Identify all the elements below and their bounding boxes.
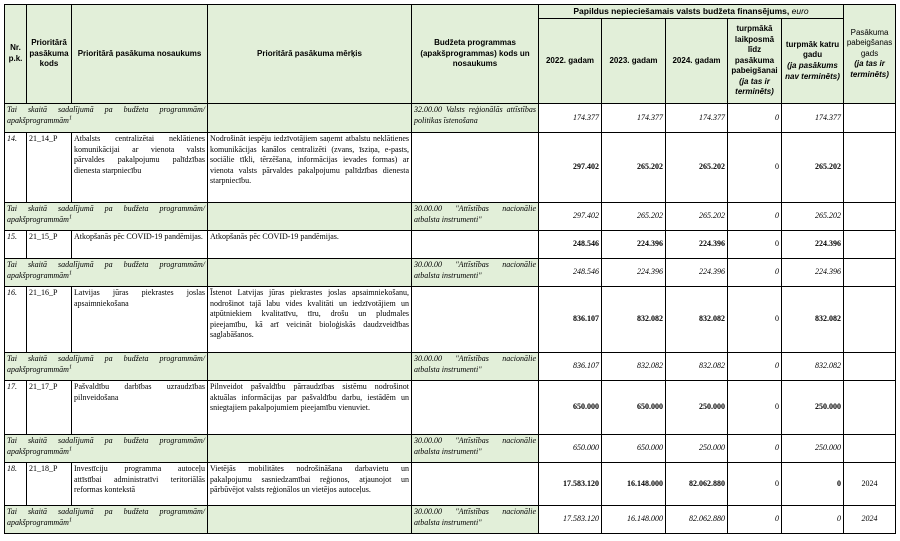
measure-goal: Pilnveidot pašvaldību pārraudzības sistēmu nodrošinot aktuālas informācijas par pašvaldību darbu, iestādēm un sniegtajiem pakalpojumiem pieejamību vienuviet. <box>208 381 412 435</box>
header-end-year-main: Pasākuma pabeigšanas gads <box>846 27 893 58</box>
value-end-year: 2024 <box>844 506 896 534</box>
subtotal-row <box>5 506 896 534</box>
value-until-end: 0 <box>728 287 782 353</box>
measure-nr: 15. <box>5 231 27 259</box>
subtotal-label <box>5 353 208 381</box>
measure-name: Pašvaldību darbības uzraudzības pilnveidošana <box>72 381 208 435</box>
header-2022: 2022. gadam <box>539 19 602 104</box>
program-code-name: 30.00.00 "Attīstības nacionālie atbalsta instrumenti" <box>412 435 539 463</box>
value-2024: 265.202 <box>666 203 728 231</box>
priority-measures-table <box>4 4 896 534</box>
value-yearly: 265.202 <box>782 203 844 231</box>
value-until-end: 0 <box>728 259 782 287</box>
subtotal-label <box>5 259 208 287</box>
value-end-year <box>844 353 896 381</box>
subtotal-goal-empty <box>208 506 412 534</box>
header-until-end-note: (ja tas ir terminēts) <box>735 76 774 97</box>
header-2024: 2024. gadam <box>666 19 728 104</box>
measure-row <box>5 381 896 435</box>
footnote-marker: 1 <box>68 516 72 523</box>
value-2022: 174.377 <box>539 104 602 133</box>
measure-row <box>5 133 896 203</box>
value-end-year <box>844 287 896 353</box>
value-yearly: 224.396 <box>782 259 844 287</box>
measure-code: 21_17_P <box>27 381 72 435</box>
header-goal: Prioritārā pasākuma mērķis <box>208 5 412 104</box>
value-2024: 224.396 <box>666 231 728 259</box>
measure-row <box>5 231 896 259</box>
subtotal-label-text: Tai skaitā sadalījumā pa budžeta programmām/ apakšprogrammām <box>7 507 205 527</box>
measure-row <box>5 463 896 506</box>
value-2023: 832.082 <box>602 287 666 353</box>
value-yearly: 250.000 <box>782 381 844 435</box>
footnote-marker: 1 <box>68 445 72 452</box>
value-2022: 17.583.120 <box>539 506 602 534</box>
measure-nr: 14. <box>5 133 27 203</box>
table-body <box>5 104 896 534</box>
program-code-name: 30.00.00 "Attīstības nacionālie atbalsta instrumenti" <box>412 203 539 231</box>
measure-name: Atbalsts centralizētai neklātienes komunikācijai ar vienota valsts pārvaldes pakalpojumu palīdzības dienesta starpniecību <box>72 133 208 203</box>
program-code-name: 30.00.00 "Attīstības nacionālie atbalsta instrumenti" <box>412 506 539 534</box>
value-until-end: 0 <box>728 506 782 534</box>
subtotal-label <box>5 435 208 463</box>
subtotal-goal-empty <box>208 203 412 231</box>
value-2024: 82.062.880 <box>666 506 728 534</box>
measure-program-empty <box>412 381 539 435</box>
value-2022: 650.000 <box>539 381 602 435</box>
value-until-end: 0 <box>728 231 782 259</box>
value-2024: 265.202 <box>666 133 728 203</box>
subtotal-label <box>5 203 208 231</box>
footnote-marker: 1 <box>68 114 72 121</box>
program-code-name: 32.00.00 Valsts reģionālās attīstības politikas īstenošana <box>412 104 539 133</box>
subtotal-label-text: Tai skaitā sadalījumā pa budžeta programmām/ apakšprogrammām <box>7 204 205 224</box>
value-2022: 297.402 <box>539 203 602 231</box>
value-2022: 248.546 <box>539 231 602 259</box>
header-end-year <box>844 5 896 104</box>
measure-goal: Vietējās mobilitātes nodrošināšana darbavietu un pakalpojumu sasniedzamībai reģionos, atjaunojot un pārbūvējot valsts reģionālos un vietējos autoceļus. <box>208 463 412 506</box>
footnote-marker: 1 <box>68 213 72 220</box>
value-until-end: 0 <box>728 435 782 463</box>
subtotal-row <box>5 435 896 463</box>
value-2023: 650.000 <box>602 435 666 463</box>
value-2023: 265.202 <box>602 133 666 203</box>
value-end-year <box>844 259 896 287</box>
value-2022: 836.107 <box>539 353 602 381</box>
value-2024: 832.082 <box>666 353 728 381</box>
value-2023: 832.082 <box>602 353 666 381</box>
subtotal-goal-empty <box>208 259 412 287</box>
header-yearly <box>782 19 844 104</box>
value-until-end: 0 <box>728 203 782 231</box>
value-2024: 224.396 <box>666 259 728 287</box>
measure-code: 21_16_P <box>27 287 72 353</box>
program-code-name: 30.00.00 "Attīstības nacionālie atbalsta instrumenti" <box>412 353 539 381</box>
subtotal-label-text: Tai skaitā sadalījumā pa budžeta programmām/ apakšprogrammām <box>7 260 205 280</box>
measure-name: Investīciju programma autoceļu attīstībai administratīvi teritoriālās reformas kontekstā <box>72 463 208 506</box>
header-funding <box>539 5 844 19</box>
measure-goal: Nodrošināt iespēju iedzīvotājiem saņemt atbalstu neklātienes komunikācijas kanālos centralizēti (zvans, īsziņa, e-pasts, sociālie tīkli, tērzēšana, informācijas ievades formas) ar vienota valsts pārvaldes pakalpojumu palīdzības dienesta starpniecību. <box>208 133 412 203</box>
measure-code: 21_15_P <box>27 231 72 259</box>
subtotal-row <box>5 203 896 231</box>
value-2023: 16.148.000 <box>602 463 666 506</box>
subtotal-goal-empty <box>208 104 412 133</box>
subtotal-label-text: Tai skaitā sadalījumā pa budžeta programmām/ apakšprogrammām <box>7 105 205 125</box>
value-2023: 224.396 <box>602 231 666 259</box>
value-until-end: 0 <box>728 463 782 506</box>
subtotal-goal-empty <box>208 353 412 381</box>
header-code: Prioritārā pasākuma kods <box>27 5 72 104</box>
subtotal-label-text: Tai skaitā sadalījumā pa budžeta programmām/ apakšprogrammām <box>7 436 205 456</box>
value-end-year <box>844 104 896 133</box>
measure-code: 21_18_P <box>27 463 72 506</box>
measure-row <box>5 287 896 353</box>
header-funding-title: Papildus nepieciešamais valsts budžeta finansējums, <box>573 6 790 17</box>
measure-nr: 18. <box>5 463 27 506</box>
measure-goal: Atkopšanās pēc COVID-19 pandēmijas. <box>208 231 412 259</box>
subtotal-label <box>5 104 208 133</box>
subtotal-row <box>5 259 896 287</box>
header-program: Budžeta programmas (apakšprogrammas) kods un nosaukums <box>412 5 539 104</box>
value-2024: 250.000 <box>666 435 728 463</box>
value-2022: 17.583.120 <box>539 463 602 506</box>
value-until-end: 0 <box>728 104 782 133</box>
value-yearly: 250.000 <box>782 435 844 463</box>
header-until-end <box>728 19 782 104</box>
measure-program-empty <box>412 133 539 203</box>
value-2023: 650.000 <box>602 381 666 435</box>
subtotal-row <box>5 104 896 133</box>
measure-goal: Īstenot Latvijas jūras piekrastes joslas apsaimniekošanu, nodrošinot tajā labu vides kvalitāti un iedzīvotājiem un atpūtniekiem kvalitatīvu, tīru, drošu un pludmales pieejamību, kā arī veicināt bioloģiskās daudzveidības saglabāšanos. <box>208 287 412 353</box>
value-2022: 248.546 <box>539 259 602 287</box>
header-funding-unit: euro <box>791 6 809 17</box>
value-2024: 832.082 <box>666 287 728 353</box>
value-2022: 297.402 <box>539 133 602 203</box>
header-nr: Nr. p.k. <box>5 5 27 104</box>
subtotal-row <box>5 353 896 381</box>
value-2023: 16.148.000 <box>602 506 666 534</box>
measure-name: Atkopšanās pēc COVID-19 pandēmijas. <box>72 231 208 259</box>
value-yearly: 265.202 <box>782 133 844 203</box>
measure-program-empty <box>412 463 539 506</box>
value-until-end: 0 <box>728 381 782 435</box>
value-2023: 174.377 <box>602 104 666 133</box>
value-yearly: 174.377 <box>782 104 844 133</box>
value-yearly: 832.082 <box>782 353 844 381</box>
value-2024: 82.062.880 <box>666 463 728 506</box>
value-end-year <box>844 435 896 463</box>
header-yearly-main: turpmāk katru gadu <box>785 39 840 60</box>
value-yearly: 0 <box>782 463 844 506</box>
measure-program-empty <box>412 231 539 259</box>
header-name: Prioritārā pasākuma nosaukums <box>72 5 208 104</box>
value-yearly: 224.396 <box>782 231 844 259</box>
value-until-end: 0 <box>728 353 782 381</box>
value-2024: 250.000 <box>666 381 728 435</box>
value-end-year: 2024 <box>844 463 896 506</box>
footnote-marker: 1 <box>68 363 72 370</box>
footnote-marker: 1 <box>68 269 72 276</box>
header-end-year-note: (ja tas ir terminēts) <box>850 59 889 79</box>
subtotal-label-text: Tai skaitā sadalījumā pa budžeta programmām/ apakšprogrammām <box>7 354 205 374</box>
value-2024: 174.377 <box>666 104 728 133</box>
measure-nr: 17. <box>5 381 27 435</box>
measure-nr: 16. <box>5 287 27 353</box>
header-until-end-main: turpmākā laikposmā līdz pasākuma pabeigšanai <box>731 23 778 76</box>
subtotal-goal-empty <box>208 435 412 463</box>
subtotal-label <box>5 506 208 534</box>
value-yearly: 0 <box>782 506 844 534</box>
value-end-year <box>844 381 896 435</box>
measure-program-empty <box>412 287 539 353</box>
value-yearly: 832.082 <box>782 287 844 353</box>
program-code-name: 30.00.00 "Attīstības nacionālie atbalsta instrumenti" <box>412 259 539 287</box>
measure-name: Latvijas jūras piekrastes joslas apsaimniekošana <box>72 287 208 353</box>
header-yearly-note: (ja pasākums nav terminēts) <box>785 61 840 81</box>
value-until-end: 0 <box>728 133 782 203</box>
value-2023: 224.396 <box>602 259 666 287</box>
value-2022: 650.000 <box>539 435 602 463</box>
measure-code: 21_14_P <box>27 133 72 203</box>
value-2022: 836.107 <box>539 287 602 353</box>
value-end-year <box>844 133 896 203</box>
value-end-year <box>844 203 896 231</box>
value-end-year <box>844 231 896 259</box>
header-2023: 2023. gadam <box>602 19 666 104</box>
value-2023: 265.202 <box>602 203 666 231</box>
